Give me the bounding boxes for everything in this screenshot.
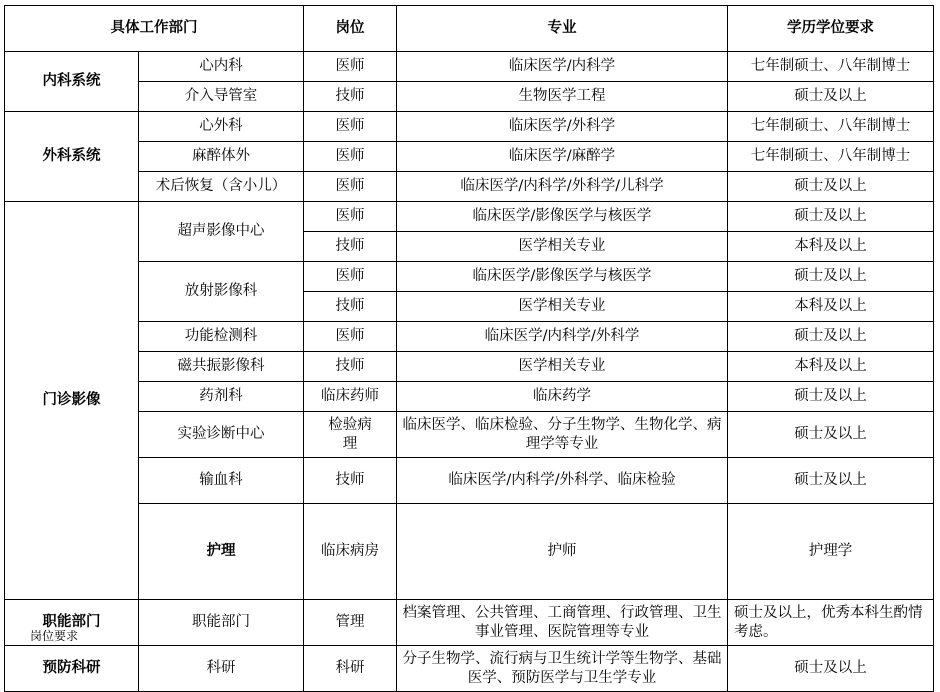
dept-cell: 超声影像中心 <box>139 202 304 262</box>
post-cell: 医师 <box>304 112 397 142</box>
major-cell: 临床医学/影像医学与核医学 <box>397 262 728 292</box>
post-cell: 科研 <box>304 646 397 692</box>
edu-cell: 硕士及以上 <box>728 172 934 202</box>
table-row <box>5 382 934 412</box>
dept-cell: 麻醉体外 <box>139 142 304 172</box>
edu-cell: 本科及以上 <box>728 352 934 382</box>
edu-cell: 硕士及以上 <box>728 382 934 412</box>
major-cell: 医学相关专业 <box>397 292 728 322</box>
table-row <box>5 352 934 382</box>
edu-cell: 七年制硕士、八年制博士 <box>728 52 934 82</box>
major-cell: 临床药学 <box>397 382 728 412</box>
post-cell: 技师 <box>304 352 397 382</box>
edu-cell: 硕士及以上 <box>728 646 934 692</box>
system-label-zhineng: 职能部门 <box>5 600 139 646</box>
table-row <box>5 646 934 692</box>
post-cell: 临床药师 <box>304 382 397 412</box>
dept-cell: 职能部门 <box>139 600 304 646</box>
table-row <box>5 202 934 232</box>
post-cell: 医师 <box>304 202 397 232</box>
table-row <box>5 82 934 112</box>
table-row <box>5 52 934 82</box>
major-cell: 临床医学/影像医学与核医学 <box>397 202 728 232</box>
edu-cell: 七年制硕士、八年制博士 <box>728 112 934 142</box>
footnote: 岗位要求 <box>30 629 79 643</box>
table-row <box>5 412 934 458</box>
dept-cell: 输血科 <box>139 458 304 504</box>
post-cell: 技师 <box>304 82 397 112</box>
edu-cell: 硕士及以上 <box>728 82 934 112</box>
dept-cell: 实验诊断中心 <box>139 412 304 458</box>
major-cell: 分子生物学、流行病与卫生统计学等生物学、基础医学、预防医学与卫生学专业 <box>397 646 728 692</box>
edu-cell: 本科及以上 <box>728 232 934 262</box>
major-cell: 护理学 <box>728 504 934 600</box>
table-row <box>5 322 934 352</box>
post-cell: 检验病理 <box>304 412 397 458</box>
post-cell: 护师 <box>397 504 728 600</box>
edu-cell: 七年制硕士、八年制博士 <box>728 142 934 172</box>
system-label-waike: 外科系统 <box>5 112 139 202</box>
edu-cell: 硕士及以上 <box>728 322 934 352</box>
table-row <box>5 112 934 142</box>
major-cell: 临床医学/外科学 <box>397 112 728 142</box>
header-post: 岗位 <box>304 6 397 52</box>
system-label-menzhen: 门诊影像 <box>5 202 139 600</box>
edu-cell: 硕士及以上 <box>728 458 934 504</box>
dept-cell: 介入导管室 <box>139 82 304 112</box>
major-cell: 临床医学/内科学/外科学/儿科学 <box>397 172 728 202</box>
header-dept: 具体工作部门 <box>5 6 304 52</box>
post-cell: 医师 <box>304 142 397 172</box>
system-label-neike: 内科系统 <box>5 52 139 112</box>
post-cell: 医师 <box>304 322 397 352</box>
table-row <box>5 262 934 292</box>
dept-cell: 心内科 <box>139 52 304 82</box>
dept-cell: 功能检测科 <box>139 322 304 352</box>
table-row <box>5 142 934 172</box>
major-cell: 临床医学/麻醉学 <box>397 142 728 172</box>
dept-cell: 术后恢复（含小儿） <box>139 172 304 202</box>
post-cell: 技师 <box>304 232 397 262</box>
dept-cell: 临床病房 <box>304 504 397 600</box>
major-cell: 临床医学/内科学 <box>397 52 728 82</box>
edu-cell: 硕士及以上 <box>728 262 934 292</box>
major-cell: 临床医学、临床检验、分子生物学、生物化学、病理学等专业 <box>397 412 728 458</box>
table-row <box>5 600 934 646</box>
table-row <box>5 172 934 202</box>
post-cell: 医师 <box>304 172 397 202</box>
system-label-huli: 护理 <box>139 504 304 600</box>
major-cell: 生物医学工程 <box>397 82 728 112</box>
post-cell: 技师 <box>304 292 397 322</box>
edu-cell: 硕士及以上 <box>728 412 934 458</box>
header-edu: 学历学位要求 <box>728 6 934 52</box>
major-cell: 临床医学/内科学/外科学 <box>397 322 728 352</box>
table-row <box>5 504 934 600</box>
dept-cell: 磁共振影像科 <box>139 352 304 382</box>
major-cell: 档案管理、公共管理、工商管理、行政管理、卫生事业管理、医院管理等专业 <box>397 600 728 646</box>
edu-cell: 本科及以上 <box>728 292 934 322</box>
table-row <box>5 458 934 504</box>
dept-cell: 放射影像科 <box>139 262 304 322</box>
header-row <box>5 6 934 52</box>
post-cell: 医师 <box>304 52 397 82</box>
post-cell: 技师 <box>304 458 397 504</box>
major-cell: 医学相关专业 <box>397 352 728 382</box>
post-cell: 医师 <box>304 262 397 292</box>
dept-cell: 科研 <box>139 646 304 692</box>
major-cell: 临床医学/内科学/外科学、临床检验 <box>397 458 728 504</box>
header-major: 专业 <box>397 6 728 52</box>
recruitment-table <box>4 5 934 692</box>
system-label-yufang: 预防科研 <box>5 646 139 692</box>
dept-cell: 心外科 <box>139 112 304 142</box>
edu-cell: 硕士及以上，优秀本科生酌情考虑。 <box>728 600 934 646</box>
dept-cell: 药剂科 <box>139 382 304 412</box>
post-cell: 管理 <box>304 600 397 646</box>
edu-cell: 硕士及以上 <box>728 202 934 232</box>
major-cell: 医学相关专业 <box>397 232 728 262</box>
